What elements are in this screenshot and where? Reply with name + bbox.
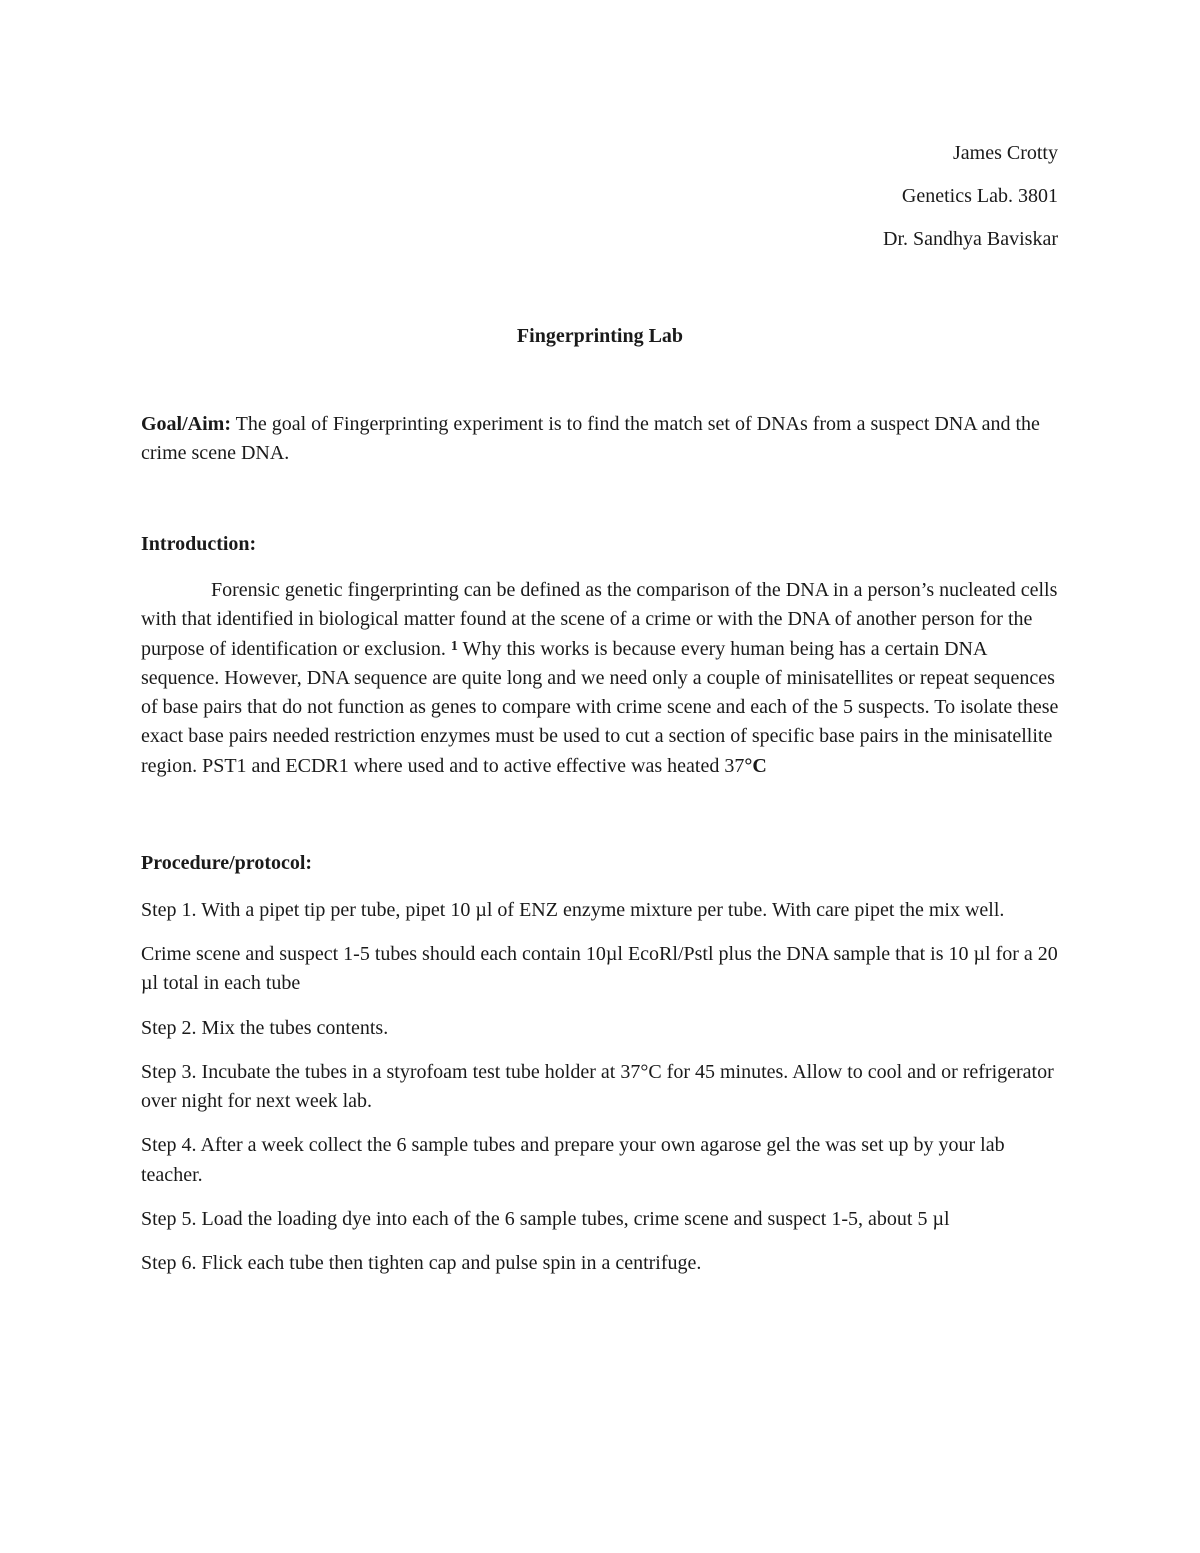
goal-label: Goal/Aim: [141, 413, 231, 435]
header-block [883, 143, 1058, 272]
goal-text: The goal of Fingerprinting experiment is to find the match set of DNAs from a suspect DNA and the crime scene DNA. [141, 413, 1040, 465]
procedure-step: Step 3. Incubate the tubes in a styrofoam test tube holder at 37°C for 45 minutes. Allow to cool and or refrigerator over night for next week lab. [141, 1060, 1054, 1113]
instructor-name: Dr. Sandhya Baviskar [883, 228, 1058, 250]
procedure-step: Step 1. With a pipet tip per tube, pipet 10 µl of ENZ enzyme mixture per tube. With care pipet the mix well. [141, 899, 1005, 921]
procedure-step: Step 4. After a week collect the 6 sample tubes and prepare your own agarose gel the was set up by your lab teacher. [141, 1134, 1005, 1186]
procedure-step: Step 5. Load the loading dye into each of the 6 sample tubes, crime scene and suspect 1-5, about 5 µl [141, 1207, 950, 1230]
footnote-reference: 1 [450, 638, 458, 654]
author-name: James Crotty [953, 142, 1058, 164]
procedure-heading: Procedure/protocol: [141, 852, 313, 874]
introduction-paragraph [141, 576, 1061, 781]
introduction-heading: Introduction: [141, 533, 257, 555]
procedure-step: Crime scene and suspect 1-5 tubes should each contain 10µl EcoRl/Pstl plus the DNA sample that is 10 µl for a 20 µl total in each tube [141, 943, 1058, 995]
procedure-step: Step 2. Mix the tubes contents. [141, 1016, 389, 1039]
procedure-steps [141, 896, 1061, 1293]
course-name: Genetics Lab. 3801 [901, 185, 1058, 207]
document-title: Fingerprinting Lab [516, 325, 684, 347]
procedure-step: Step 6. Flick each tube then tighten cap and pulse spin in a centrifuge. [141, 1252, 702, 1275]
temperature-unit: °C [744, 754, 767, 777]
goal-paragraph [141, 410, 1061, 469]
introduction-text-part2: Why this works is because every human being has a certain DNA sequence. However, DNA sequence are quite long and we need only a couple of minisatellites or repeat sequences of base pairs that do not function as genes to compare with crime scene and each of the 5 suspects. To isolate these exact base pairs needed restriction enzymes must be used to cut a section of specific base pairs in the minisatellite region. PST1 and ECDR1 where used and to active effective was heated 37 [141, 637, 1059, 777]
introduction-text-part1: Forensic genetic fingerprinting can be defined as the comparison of the DNA in a person’s nucleated cells with that identified in biological matter found at the scene of a crime or with the DNA of another person for the purpose of identification or exclusion. [141, 579, 1058, 660]
